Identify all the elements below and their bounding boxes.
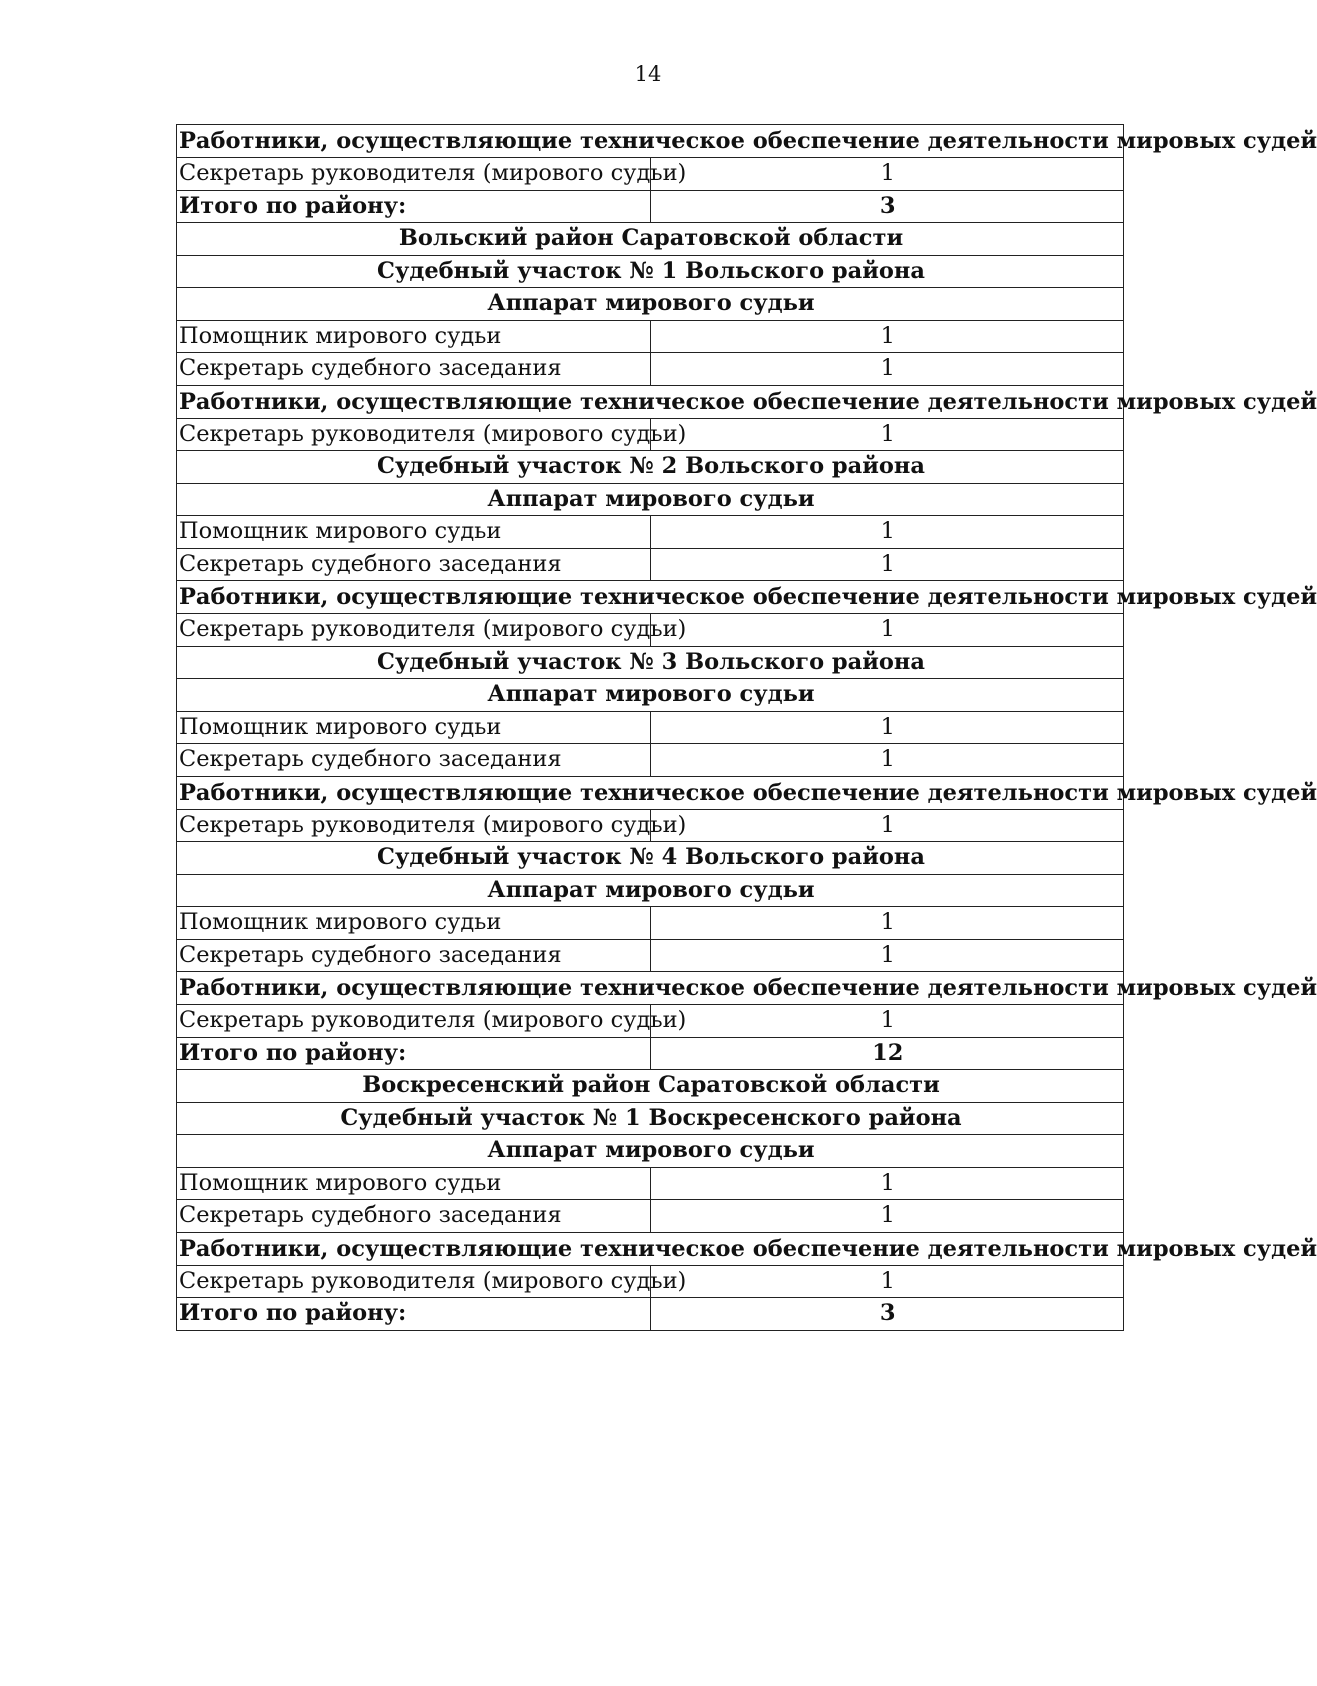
total-label: Итого по району: (177, 1037, 651, 1070)
section-header-row (177, 125, 1124, 158)
total-value: 3 (650, 190, 1124, 223)
section-header-row (177, 223, 1124, 256)
section-header-row (177, 874, 1124, 907)
position-name: Секретарь судебного заседания (177, 353, 651, 386)
page-number: 14 (634, 62, 662, 86)
position-count: 1 (650, 809, 1124, 842)
section-header: Работники, осуществляющие техническое обеспечение деятельности мировых судей (177, 776, 1124, 809)
position-count: 1 (650, 1265, 1124, 1298)
section-header: Судебный участок № 1 Воскресенского района (177, 1102, 1124, 1135)
position-row (177, 418, 1124, 451)
position-name: Секретарь руководителя (мирового судьи) (177, 1265, 651, 1298)
total-row (177, 1298, 1124, 1331)
section-header: Судебный участок № 1 Вольского района (177, 255, 1124, 288)
position-row (177, 711, 1124, 744)
total-row (177, 1037, 1124, 1070)
section-header-row (177, 385, 1124, 418)
position-count: 1 (650, 418, 1124, 451)
position-row (177, 614, 1124, 647)
position-count: 1 (650, 1005, 1124, 1038)
section-header: Работники, осуществляющие техническое обеспечение деятельности мировых судей (177, 1232, 1124, 1265)
section-header-row (177, 1102, 1124, 1135)
section-header: Аппарат мирового судьи (177, 874, 1124, 907)
position-name: Секретарь судебного заседания (177, 744, 651, 777)
position-name: Помощник мирового судьи (177, 1167, 651, 1200)
position-row (177, 158, 1124, 191)
section-header-row (177, 483, 1124, 516)
section-header: Аппарат мирового судьи (177, 679, 1124, 712)
position-count: 1 (650, 711, 1124, 744)
position-name: Помощник мирового судьи (177, 516, 651, 549)
position-name: Секретарь руководителя (мирового судьи) (177, 1005, 651, 1038)
position-count: 1 (650, 353, 1124, 386)
position-count: 1 (650, 158, 1124, 191)
section-header: Судебный участок № 3 Вольского района (177, 646, 1124, 679)
section-header: Работники, осуществляющие техническое обеспечение деятельности мировых судей (177, 125, 1124, 158)
position-count: 1 (650, 939, 1124, 972)
position-count: 1 (650, 548, 1124, 581)
section-header-row (177, 1232, 1124, 1265)
position-row (177, 939, 1124, 972)
position-row (177, 809, 1124, 842)
position-row (177, 516, 1124, 549)
section-header-row (177, 1135, 1124, 1168)
position-name: Помощник мирового судьи (177, 711, 651, 744)
position-count: 1 (650, 744, 1124, 777)
section-header: Судебный участок № 2 Вольского района (177, 451, 1124, 484)
position-row (177, 548, 1124, 581)
position-row (177, 907, 1124, 940)
section-header-row (177, 972, 1124, 1005)
total-row (177, 190, 1124, 223)
section-header-row (177, 451, 1124, 484)
position-name: Помощник мирового судьи (177, 907, 651, 940)
section-header-row (177, 255, 1124, 288)
position-row (177, 1265, 1124, 1298)
section-header: Работники, осуществляющие техническое обеспечение деятельности мировых судей (177, 581, 1124, 614)
position-row (177, 353, 1124, 386)
position-count: 1 (650, 907, 1124, 940)
section-header: Аппарат мирового судьи (177, 288, 1124, 321)
total-value: 12 (650, 1037, 1124, 1070)
position-row (177, 744, 1124, 777)
section-header-row (177, 776, 1124, 809)
position-row (177, 1005, 1124, 1038)
position-name: Секретарь руководителя (мирового судьи) (177, 809, 651, 842)
position-count: 1 (650, 1200, 1124, 1233)
position-row (177, 1200, 1124, 1233)
section-header: Воскресенский район Саратовской области (177, 1070, 1124, 1103)
position-name: Помощник мирового судьи (177, 320, 651, 353)
position-name: Секретарь руководителя (мирового судьи) (177, 158, 651, 191)
section-header-row (177, 679, 1124, 712)
position-row (177, 1167, 1124, 1200)
total-label: Итого по району: (177, 190, 651, 223)
staff-table-body (177, 125, 1317, 1331)
position-count: 1 (650, 320, 1124, 353)
section-header-row (177, 288, 1124, 321)
section-header: Аппарат мирового судьи (177, 483, 1124, 516)
section-header: Работники, осуществляющие техническое обеспечение деятельности мировых судей (177, 972, 1124, 1005)
section-header-row (177, 646, 1124, 679)
total-value: 3 (650, 1298, 1124, 1331)
position-name: Секретарь руководителя (мирового судьи) (177, 418, 651, 451)
position-name: Секретарь судебного заседания (177, 548, 651, 581)
section-header: Судебный участок № 4 Вольского района (177, 842, 1124, 875)
section-header: Работники, осуществляющие техническое обеспечение деятельности мировых судей (177, 385, 1124, 418)
position-count: 1 (650, 614, 1124, 647)
position-row (177, 320, 1124, 353)
section-header-row (177, 581, 1124, 614)
section-header: Аппарат мирового судьи (177, 1135, 1124, 1168)
position-name: Секретарь судебного заседания (177, 939, 651, 972)
position-count: 1 (650, 1167, 1124, 1200)
total-label: Итого по району: (177, 1298, 651, 1331)
position-count: 1 (650, 516, 1124, 549)
section-header-row (177, 842, 1124, 875)
position-name: Секретарь судебного заседания (177, 1200, 651, 1233)
section-header-row (177, 1070, 1124, 1103)
section-header: Вольский район Саратовской области (177, 223, 1124, 256)
staff-table (176, 124, 1317, 1331)
position-name: Секретарь руководителя (мирового судьи) (177, 614, 651, 647)
